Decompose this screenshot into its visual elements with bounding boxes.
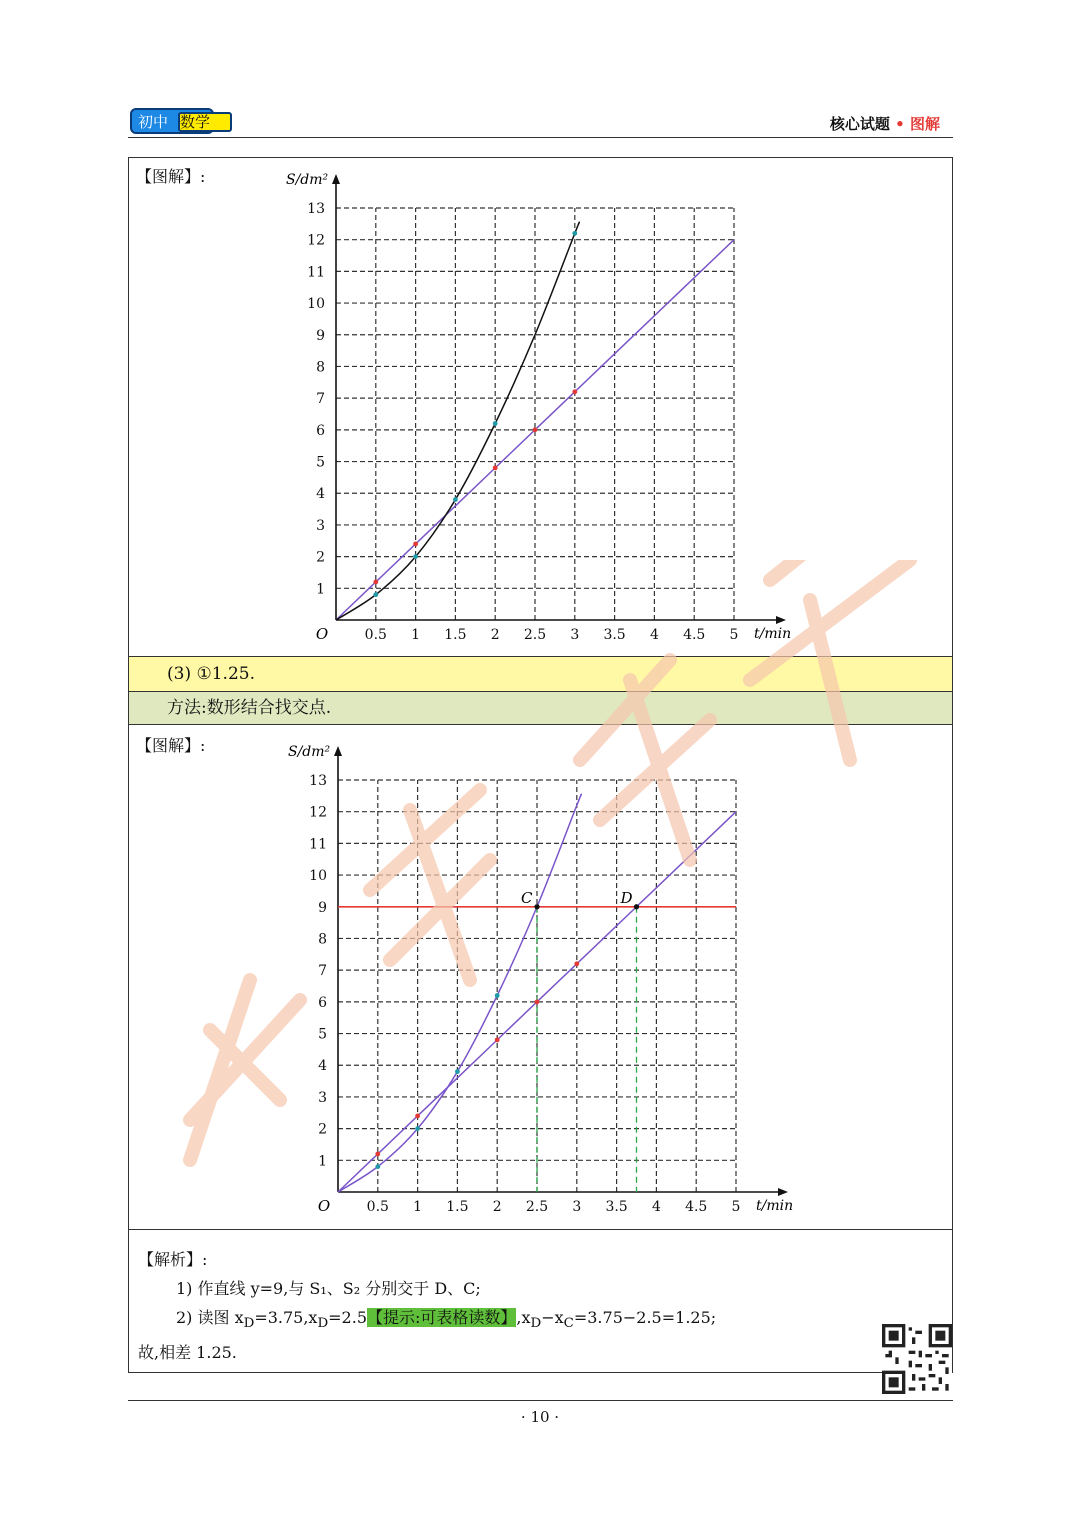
chart2-x-tick-label: 3 bbox=[572, 1199, 582, 1215]
chart2-y-axis-arrow bbox=[334, 746, 342, 756]
chart1-x-tick-label: 4.5 bbox=[683, 627, 706, 643]
chart1-x-tick-label: 3 bbox=[570, 627, 580, 643]
chart2-y-tick-label: 1 bbox=[318, 1153, 327, 1170]
chart2-series-2-point bbox=[415, 1126, 420, 1131]
chart2-series-2-point bbox=[455, 1069, 460, 1074]
chart2-y-tick-label: 6 bbox=[318, 994, 327, 1011]
chart2-x-tick-label: 5 bbox=[731, 1199, 741, 1215]
qr-code-icon bbox=[882, 1324, 952, 1394]
answer-band: (3) ①1.25. bbox=[129, 656, 952, 692]
chart1-y-tick-label: 3 bbox=[316, 517, 325, 534]
chart1-series-2-point bbox=[493, 421, 498, 426]
analysis-line-2: 2) 读图 $x_D=3.75,x_D=2.5$【提示:可表格读数】$,x_D-x_C=3.75-2.5=1.25$; bbox=[176, 1308, 717, 1332]
chart2-series-2-point bbox=[495, 993, 500, 998]
chart1-x-tick-label: 0.5 bbox=[364, 627, 387, 643]
hint-highlight: 【提示:可表格读数】 bbox=[367, 1308, 517, 1327]
chart1-x-tick-label: 2 bbox=[490, 627, 500, 643]
chart1-series-2-point bbox=[453, 497, 458, 502]
chart1-x-axis-arrow bbox=[776, 616, 786, 624]
analysis-line-3: 故,相差 1.25. bbox=[138, 1343, 237, 1363]
chart1-series-2-point bbox=[413, 554, 418, 559]
chart2-x-tick-label: 0.5 bbox=[366, 1199, 389, 1215]
chart1-y-axis-label: S/dm² bbox=[286, 172, 329, 188]
chart1-y-tick-label: 9 bbox=[316, 327, 325, 344]
method-band: 方法:数形结合找交点. bbox=[129, 691, 952, 725]
footer-rule bbox=[128, 1400, 953, 1401]
chart2-y-tick-label: 11 bbox=[309, 836, 327, 853]
chart1-x-tick-label: 1.5 bbox=[444, 627, 467, 643]
badge-left-text: 初中 bbox=[138, 113, 169, 131]
chart1-y-tick-label: 8 bbox=[316, 359, 325, 376]
chart2-x-tick-label: 4 bbox=[651, 1199, 661, 1215]
chart1-y-tick-label: 5 bbox=[316, 454, 325, 471]
chart1-y-tick-label: 13 bbox=[307, 201, 325, 217]
chart2-point-C bbox=[534, 904, 539, 909]
chart1-series-1-point bbox=[533, 427, 538, 432]
chart1-y-tick-label: 6 bbox=[316, 422, 325, 439]
chart2-point-label-D: D bbox=[620, 888, 633, 907]
chart1-x-axis-label: t/min bbox=[754, 626, 792, 642]
chart2-x-tick-label: 1 bbox=[413, 1199, 423, 1215]
chart2-series-1-point bbox=[415, 1114, 420, 1119]
analysis-block bbox=[138, 1245, 938, 1367]
chart1-series-1-point bbox=[572, 389, 577, 394]
analysis-line-1: 1) 作直线 y=9,与 S₁、S₂ 分别交于 D、C; bbox=[176, 1279, 481, 1298]
chart2-series-1-point bbox=[495, 1037, 500, 1042]
chart1-series-2-point bbox=[572, 231, 577, 236]
chart1-y-tick-label: 1 bbox=[316, 581, 325, 598]
chart1-y-tick-label: 7 bbox=[316, 391, 325, 408]
chart1-x-tick-label: 4 bbox=[649, 627, 659, 643]
chart1-x-tick-label: 5 bbox=[729, 627, 739, 643]
chart2-series-2-point bbox=[375, 1164, 380, 1169]
chart2-y-tick-label: 8 bbox=[318, 931, 327, 948]
chart2-point-label-C: C bbox=[521, 888, 533, 907]
chart1-y-tick-label: 4 bbox=[316, 486, 325, 503]
page-number: · 10 · bbox=[520, 1408, 560, 1426]
chart1-y-tick-label: 11 bbox=[307, 264, 325, 281]
chart2-series-1-point bbox=[375, 1152, 380, 1157]
chart1-x-tick-label: 3.5 bbox=[603, 627, 626, 643]
badge-right-text: 数学 bbox=[180, 113, 211, 131]
chart2-x-axis-label: t/min bbox=[756, 1198, 794, 1214]
chart2-y-tick-label: 13 bbox=[309, 773, 327, 789]
chart2-x-tick-label: 4.5 bbox=[685, 1199, 708, 1215]
chart2-point-D bbox=[634, 904, 639, 909]
analysis-title: 【解析】: bbox=[138, 1250, 208, 1269]
section1-label: 【图解】: bbox=[136, 167, 206, 186]
chart2-y-tick-label: 9 bbox=[318, 899, 327, 916]
chart2-origin-label: O bbox=[317, 1197, 331, 1215]
chart1-y-tick-label: 10 bbox=[307, 296, 325, 313]
chart1-x-tick-label: 1 bbox=[411, 627, 421, 643]
chart2-x-axis-arrow bbox=[778, 1188, 788, 1196]
chart1-series-2-point bbox=[373, 592, 378, 597]
chart2-series-2-line bbox=[338, 794, 581, 1192]
chart2-y-axis-label: S/dm² bbox=[288, 744, 331, 760]
chart2-series-1-point bbox=[574, 961, 579, 966]
chart1-series-2-line bbox=[336, 222, 579, 620]
chart1-y-tick-label: 12 bbox=[307, 232, 325, 249]
chart1-y-tick-label: 2 bbox=[316, 549, 325, 566]
chart2-x-tick-label: 2 bbox=[492, 1199, 502, 1215]
chart2-x-tick-label: 3.5 bbox=[605, 1199, 628, 1215]
chart2-x-tick-label: 2.5 bbox=[525, 1199, 549, 1215]
chart1-series-1-point bbox=[373, 580, 378, 585]
chart2-y-tick-label: 5 bbox=[318, 1026, 327, 1043]
chart2-x-tick-label: 1.5 bbox=[446, 1199, 469, 1215]
chart2-y-tick-label: 2 bbox=[318, 1121, 327, 1138]
section2-label: 【图解】: bbox=[136, 736, 206, 755]
chart2-y-tick-label: 10 bbox=[309, 868, 327, 885]
chart2-y-tick-label: 3 bbox=[318, 1089, 327, 1106]
chart1-x-tick-label: 2.5 bbox=[523, 627, 547, 643]
chart2-y-tick-label: 7 bbox=[318, 963, 327, 980]
chart1-series-1-point bbox=[493, 465, 498, 470]
chart2-y-tick-label: 4 bbox=[318, 1058, 327, 1075]
chart1-origin-label: O bbox=[315, 625, 329, 643]
chart2-y-tick-label: 12 bbox=[309, 804, 327, 821]
chart1-y-axis-arrow bbox=[332, 174, 340, 184]
header-title: 核心试题 • 图解 bbox=[829, 115, 940, 133]
chart2-series-1-point bbox=[535, 999, 540, 1004]
chart1-series-1-point bbox=[413, 542, 418, 547]
